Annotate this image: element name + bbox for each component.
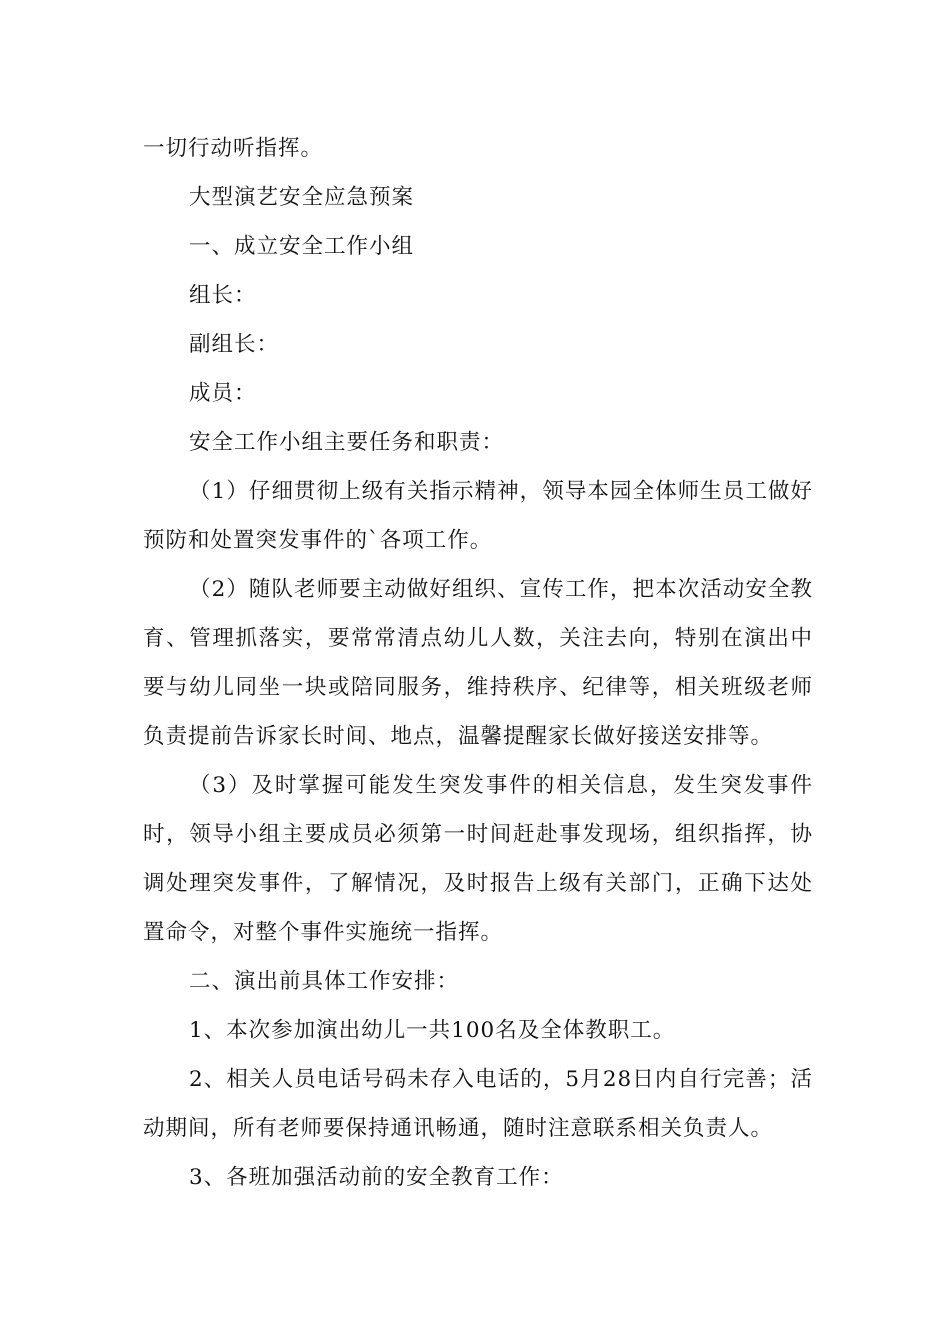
paragraph-1: 一切行动听指挥。 bbox=[143, 136, 324, 161]
paragraph-2: 大型演艺安全应急预案 bbox=[189, 185, 415, 210]
paragraph-5: 副组长： bbox=[189, 332, 280, 357]
paragraph-9: （2）随队老师要主动做好组织、宣传工作，把本次活动安全教育、管理抓落实，要常常清点幼儿人数，关注去向，特别在演出中要与幼儿同坐一块或陪同服务，维持秩序、纪律等，相关班级老师负责提前告诉家长时间、地点，温馨提醒家长做好接送安排等。 bbox=[143, 577, 813, 749]
paragraph-7: 安全工作小组主要任务和职责： bbox=[189, 430, 505, 455]
paragraph-8: （1）仔细贯彻上级有关指示精神，领导本园全体师生员工做好预防和处置突发事件的`各项工作。 bbox=[143, 479, 813, 553]
paragraph-4: 组长： bbox=[189, 283, 257, 308]
paragraph-3: 一、成立安全工作小组 bbox=[189, 234, 415, 259]
paragraph-6: 成员： bbox=[189, 381, 257, 406]
paragraph-10: （3）及时掌握可能发生突发事件的相关信息，发生突发事件时，领导小组主要成员必须第一时间赶赴事发现场，组织指挥，协调处理突发事件，了解情况，及时报告上级有关部门，正确下达处置命令，对整个事件实施统一指挥。 bbox=[143, 773, 813, 945]
paragraph-12: 1、本次参加演出幼儿一共100名及全体教职工。 bbox=[189, 1018, 676, 1043]
paragraph-11: 二、演出前具体工作安排： bbox=[189, 969, 460, 994]
document-page bbox=[143, 124, 813, 1202]
paragraph-14: 3、各班加强活动前的安全教育工作： bbox=[189, 1165, 564, 1190]
paragraph-13: 2、相关人员电话号码未存入电话的，5月28日内自行完善；活动期间，所有老师要保持通讯畅通，随时注意联系相关负责人。 bbox=[143, 1067, 813, 1141]
